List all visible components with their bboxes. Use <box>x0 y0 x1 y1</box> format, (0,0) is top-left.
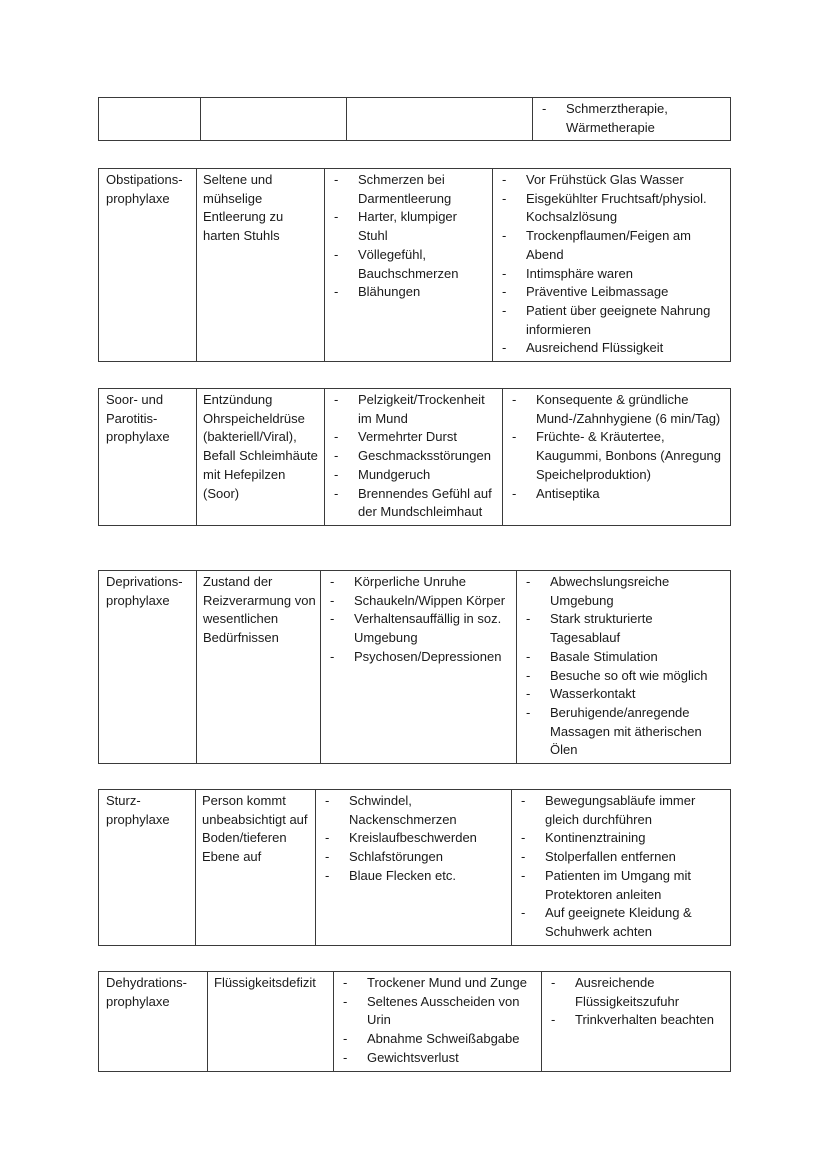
list-item: - Basale Stimulation <box>523 648 726 667</box>
list-item: - Seltenes Ausscheiden von Urin <box>340 993 537 1030</box>
list-item: - Auf geeignete Kleidung & Schuhwerk achten <box>518 904 726 941</box>
table-row <box>99 571 731 764</box>
list-item: - Eisgekühlter Fruchtsaft/physiol. Kochsalzlösung <box>499 190 726 227</box>
list-item: - Blähungen <box>331 283 488 302</box>
table-row <box>99 790 731 946</box>
continuation-table <box>98 97 731 141</box>
symptoms-cell <box>321 571 517 764</box>
measures-cell <box>533 98 731 141</box>
list-item: - Ausreichende Flüssigkeitszufuhr <box>548 974 726 1011</box>
sturz-table <box>98 789 731 946</box>
list-item: - Schmerzen bei Darmentleerung <box>331 171 488 208</box>
list-item: - Bewegungsabläufe immer gleich durchführen <box>518 792 726 829</box>
list-item: - Geschmacksstörungen <box>331 447 498 466</box>
list-item: - Präventive Leibmassage <box>499 283 726 302</box>
list-item: - Trockener Mund und Zunge <box>340 974 537 993</box>
list-item: - Stolperfallen entfernen <box>518 848 726 867</box>
measures-list <box>548 974 726 1030</box>
list-item: - Brennendes Gefühl auf der Mundschleimhaut <box>331 485 498 522</box>
symptoms-cell <box>325 389 503 526</box>
symptoms-list <box>322 792 507 886</box>
list-item: - Ausreichend Flüssigkeit <box>499 339 726 358</box>
symptoms-list <box>331 391 498 522</box>
list-item: - Trinkverhalten beachten <box>548 1011 726 1030</box>
prophylaxis-label: Dehydrations-prophylaxe <box>99 972 208 1072</box>
measures-cell <box>512 790 731 946</box>
list-item: - Vermehrter Durst <box>331 428 498 447</box>
list-item: - Patienten im Umgang mit Protektoren anleiten <box>518 867 726 904</box>
prophylaxis-label: Deprivations-prophylaxe <box>99 571 197 764</box>
list-item: - Trockenpflaumen/Feigen am Abend <box>499 227 726 264</box>
symptoms-cell <box>347 98 533 141</box>
table-row <box>99 389 731 526</box>
definition-cell: Person kommt unbeabsichtigt auf Boden/tieferen Ebene auf <box>196 790 316 946</box>
list-item: - Abnahme Schweißabgabe <box>340 1030 537 1049</box>
measures-list <box>509 391 726 503</box>
list-item: - Schmerztherapie, Wärmetherapie <box>539 100 726 137</box>
list-item: - Patient über geeignete Nahrung informieren <box>499 302 726 339</box>
definition-cell: Zustand der Reizverarmung von wesentlichen Bedürfnissen <box>197 571 321 764</box>
list-item: - Kreislaufbeschwerden <box>322 829 507 848</box>
symptoms-list <box>340 974 537 1068</box>
deprivation-table <box>98 570 731 764</box>
dehydration-table <box>98 971 731 1072</box>
list-item: - Intimsphäre waren <box>499 265 726 284</box>
list-item: - Psychosen/Depressionen <box>327 648 512 667</box>
definition-cell <box>201 98 347 141</box>
prophylaxis-label: Obstipations-prophylaxe <box>99 169 197 362</box>
definition-cell: Entzündung Ohrspeicheldrüse (bakteriell/Viral), Befall Schleimhäute mit Hefepilzen (Soor) <box>197 389 325 526</box>
list-item: - Besuche so oft wie möglich <box>523 667 726 686</box>
table-row <box>99 98 731 141</box>
obstipation-table <box>98 168 731 362</box>
measures-cell <box>542 972 731 1072</box>
list-item: - Gewichtsverlust <box>340 1049 537 1068</box>
measures-list <box>539 100 726 137</box>
measures-cell <box>503 389 731 526</box>
list-item: - Stark strukturierte Tagesablauf <box>523 610 726 647</box>
definition-cell: Flüssigkeitsdefizit <box>208 972 334 1072</box>
measures-cell <box>493 169 731 362</box>
measures-list <box>523 573 726 760</box>
prophylaxis-label: Soor- und Parotitis-prophylaxe <box>99 389 197 526</box>
definition-cell: Seltene und mühselige Entleerung zu harten Stuhls <box>197 169 325 362</box>
list-item: - Körperliche Unruhe <box>327 573 512 592</box>
list-item: - Beruhigende/anregende Massagen mit ätherischen Ölen <box>523 704 726 760</box>
label-cell <box>99 98 201 141</box>
list-item: - Schlafstörungen <box>322 848 507 867</box>
symptoms-list <box>331 171 488 302</box>
measures-cell <box>517 571 731 764</box>
list-item: - Früchte- & Kräutertee, Kaugummi, Bonbons (Anregung Speichelproduktion) <box>509 428 726 484</box>
symptoms-cell <box>316 790 512 946</box>
list-item: - Schaukeln/Wippen Körper <box>327 592 512 611</box>
list-item: - Mundgeruch <box>331 466 498 485</box>
table-row <box>99 972 731 1072</box>
list-item: - Konsequente & gründliche Mund-/Zahnhygiene (6 min/Tag) <box>509 391 726 428</box>
list-item: - Vor Frühstück Glas Wasser <box>499 171 726 190</box>
list-item: - Antiseptika <box>509 485 726 504</box>
prophylaxis-label: Sturz-prophylaxe <box>99 790 196 946</box>
measures-list <box>499 171 726 358</box>
list-item: - Abwechslungsreiche Umgebung <box>523 573 726 610</box>
list-item: - Wasserkontakt <box>523 685 726 704</box>
list-item: - Schwindel, Nackenschmerzen <box>322 792 507 829</box>
list-item: - Harter, klumpiger Stuhl <box>331 208 488 245</box>
symptoms-list <box>327 573 512 667</box>
list-item: - Blaue Flecken etc. <box>322 867 507 886</box>
list-item: - Verhaltensauffällig in soz. Umgebung <box>327 610 512 647</box>
list-item: - Völlegefühl, Bauchschmerzen <box>331 246 488 283</box>
measures-list <box>518 792 726 942</box>
table-row <box>99 169 731 362</box>
symptoms-cell <box>334 972 542 1072</box>
symptoms-cell <box>325 169 493 362</box>
list-item: - Pelzigkeit/Trockenheit im Mund <box>331 391 498 428</box>
soor-parotitis-table <box>98 388 731 526</box>
list-item: - Kontinenztraining <box>518 829 726 848</box>
